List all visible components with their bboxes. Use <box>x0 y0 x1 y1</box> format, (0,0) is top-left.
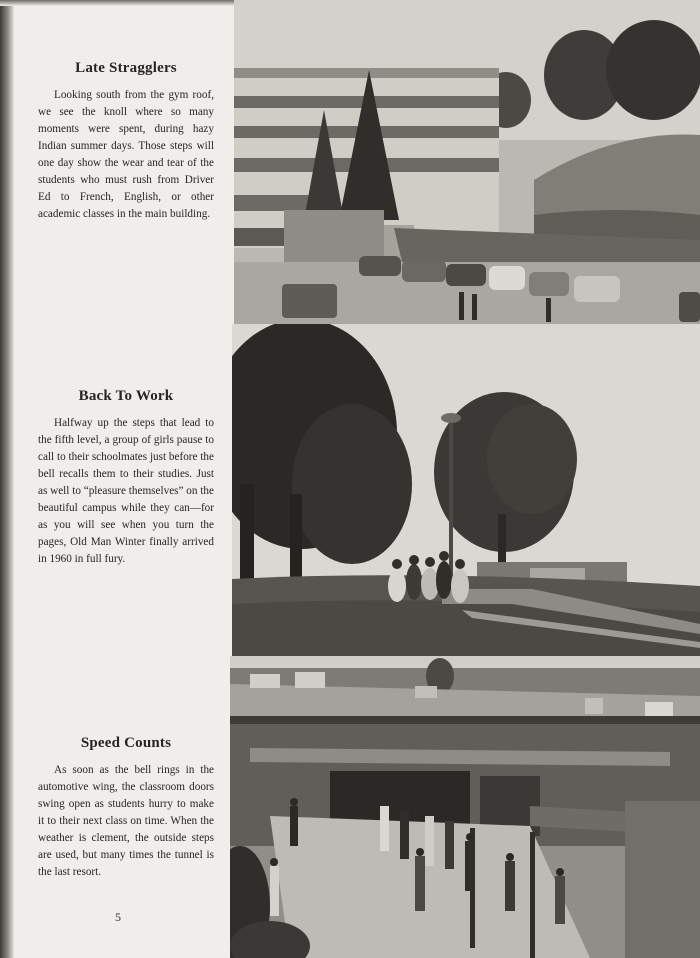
caption-back-to-work <box>38 388 214 568</box>
photo-automotive-wing-image <box>230 656 700 958</box>
book-spine-shadow <box>0 0 14 958</box>
photo-school-knoll <box>234 0 700 324</box>
caption-speed-counts <box>38 735 214 881</box>
caption-body: As soon as the bell rings in the automotive wing, the classroom doors swing open as students hurry to make it to their next class on time. When the weather is clement, the outside steps are used, but many times the tunnel is the last resort. <box>38 764 214 878</box>
caption-body: Looking south from the gym roof, we see the knoll where so many moments were spent, during hazy Indian summer days. Those steps will one day show the wear and tear of the students who must rush from Driver Ed to French, English, or other academic classes in the main building. <box>38 89 214 220</box>
caption-body: Halfway up the steps that lead to the fifth level, a group of girls pause to call to their schoolmates just before the bell recalls them to their studies. Just as well to “pleasure themselves” on the beautiful campus while they can—for as you will see when you turn the pages, Old Man Winter finally arrived in 1960 in full fury. <box>38 417 214 565</box>
caption-title: Late Stragglers <box>75 60 177 76</box>
photo-girls-on-steps <box>232 324 700 656</box>
page-number: 5 <box>115 910 121 924</box>
caption-late-stragglers <box>38 60 214 223</box>
caption-title: Back To Work <box>78 388 174 404</box>
photo-automotive-wing <box>230 656 700 958</box>
caption-title: Speed Counts <box>80 735 172 751</box>
photo-girls-on-steps-image <box>232 324 700 656</box>
photo-school-knoll-image <box>234 0 700 324</box>
page-top-shadow <box>0 0 236 6</box>
